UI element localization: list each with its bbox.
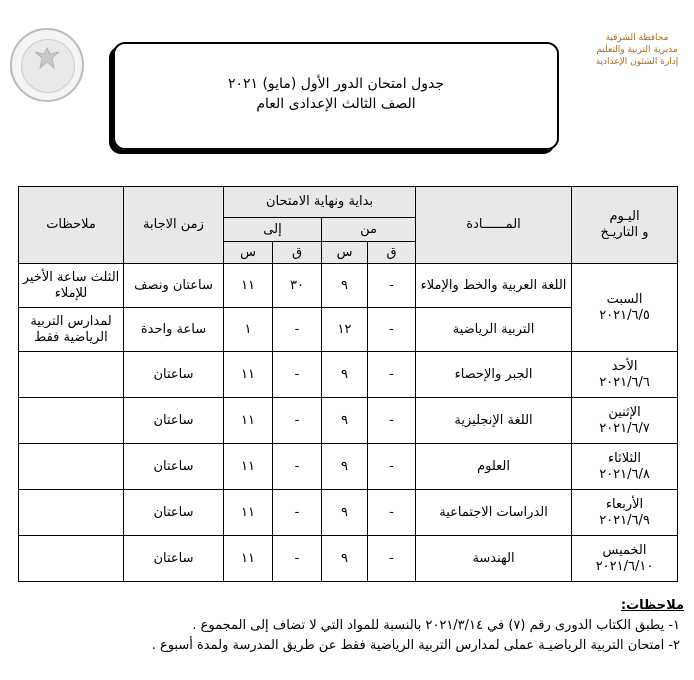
header-start-end: بداية ونهاية الامتحان bbox=[224, 187, 416, 218]
to-minute-cell: - bbox=[273, 490, 322, 536]
header-duration: زمن الاجابة bbox=[124, 187, 224, 264]
notes-cell bbox=[19, 490, 124, 536]
notes-cell bbox=[19, 536, 124, 582]
directorate-logo bbox=[583, 32, 691, 106]
day-cell: الأحد ٢٠٢١/٦/٦ bbox=[572, 352, 678, 398]
header-from: من bbox=[322, 218, 416, 242]
from-hour-cell: ٩ bbox=[322, 536, 368, 582]
duration-cell: ساعتان bbox=[124, 490, 224, 536]
logo-line-3: إدارة الشئون الإعدادية bbox=[595, 57, 679, 67]
header-notes: ملاحظات bbox=[19, 187, 124, 264]
header-day-date: اليـوم و التاريـخ bbox=[572, 187, 678, 264]
eagle-icon bbox=[32, 44, 62, 74]
header-subject: المــــــادة bbox=[416, 187, 572, 264]
subject-cell: اللغة العربية والخط والإملاء bbox=[416, 264, 572, 308]
to-minute-cell: - bbox=[273, 352, 322, 398]
notes-heading: ملاحظات: bbox=[620, 598, 684, 613]
to-hour-cell: ١١ bbox=[224, 536, 273, 582]
title-box bbox=[113, 42, 559, 150]
from-hour-cell: ٩ bbox=[322, 444, 368, 490]
table-row bbox=[19, 536, 678, 582]
exam-schedule-table bbox=[18, 186, 678, 582]
from-minute-cell: - bbox=[368, 264, 416, 308]
day-cell: الخميس ٢٠٢١/٦/١٠ bbox=[572, 536, 678, 582]
day-cell: السبت ٢٠٢١/٦/٥ bbox=[572, 264, 678, 352]
note-item-2: ٢- امتحان التربية الرياضيـة عملى لمدارس التربية الرياضية فقط عن طريق المدرسة ولمدة أسبوع . bbox=[151, 638, 680, 653]
notes-cell: الثلث ساعة الأخير للإملاء bbox=[19, 264, 124, 308]
to-minute-cell: - bbox=[273, 398, 322, 444]
table-row bbox=[19, 444, 678, 490]
to-minute-cell: ٣٠ bbox=[273, 264, 322, 308]
duration-cell: ساعتان bbox=[124, 398, 224, 444]
from-minute-cell: - bbox=[368, 490, 416, 536]
to-hour-cell: ١١ bbox=[224, 490, 273, 536]
government-seal bbox=[10, 28, 84, 102]
to-hour-cell: ١ bbox=[224, 308, 273, 352]
to-hour-cell: ١١ bbox=[224, 264, 273, 308]
from-hour-cell: ٩ bbox=[322, 490, 368, 536]
duration-cell: ساعتان bbox=[124, 536, 224, 582]
notes-cell bbox=[19, 444, 124, 490]
duration-cell: ساعتان bbox=[124, 444, 224, 490]
duration-cell: ساعتان bbox=[124, 352, 224, 398]
from-minute-cell: - bbox=[368, 444, 416, 490]
from-minute-cell: - bbox=[368, 536, 416, 582]
duration-cell: ساعة واحدة bbox=[124, 308, 224, 352]
note-item-1: ١- يطبق الكتاب الدورى رقم (٧) في ٢٠٢١/٣/١٤ بالنسبة للمواد التي لا تضاف إلى المجموع . bbox=[192, 618, 680, 633]
from-hour-cell: ١٢ bbox=[322, 308, 368, 352]
header-to: إلى bbox=[224, 218, 322, 242]
to-hour-cell: ١١ bbox=[224, 444, 273, 490]
logo-line-1: محافظة الشرقية bbox=[605, 33, 669, 43]
subject-cell: اللغة الإنجليزية bbox=[416, 398, 572, 444]
day-cell: الإثنين ٢٠٢١/٦/٧ bbox=[572, 398, 678, 444]
subject-cell: التربية الرياضية bbox=[416, 308, 572, 352]
table-row bbox=[19, 398, 678, 444]
header-from-minute: ق bbox=[368, 242, 416, 264]
day-cell: الأربعاء ٢٠٢١/٦/٩ bbox=[572, 490, 678, 536]
from-minute-cell: - bbox=[368, 352, 416, 398]
to-minute-cell: - bbox=[273, 536, 322, 582]
subject-cell: الدراسات الاجتماعية bbox=[416, 490, 572, 536]
subject-cell: الجبر والإحصاء bbox=[416, 352, 572, 398]
notes-section bbox=[20, 596, 684, 656]
to-minute-cell: - bbox=[273, 444, 322, 490]
table-row bbox=[19, 352, 678, 398]
table-row bbox=[19, 264, 678, 308]
from-hour-cell: ٩ bbox=[322, 398, 368, 444]
notes-cell bbox=[19, 398, 124, 444]
to-hour-cell: ١١ bbox=[224, 398, 273, 444]
grade-title: الصف الثالث الإعدادى العام bbox=[256, 96, 416, 112]
table-row bbox=[19, 490, 678, 536]
to-minute-cell: - bbox=[273, 308, 322, 352]
from-hour-cell: ٩ bbox=[322, 352, 368, 398]
header-to-minute: ق bbox=[273, 242, 322, 264]
day-cell: الثلاثاء ٢٠٢١/٦/٨ bbox=[572, 444, 678, 490]
header-to-hour: س bbox=[224, 242, 273, 264]
subject-cell: العلوم bbox=[416, 444, 572, 490]
from-minute-cell: - bbox=[368, 308, 416, 352]
from-minute-cell: - bbox=[368, 398, 416, 444]
logo-line-2: مديرية التربية والتعليم bbox=[596, 45, 678, 55]
exam-title: جدول امتحان الدور الأول (مايو) ٢٠٢١ bbox=[227, 76, 445, 92]
notes-cell bbox=[19, 352, 124, 398]
duration-cell: ساعتان ونصف bbox=[124, 264, 224, 308]
subject-cell: الهندسة bbox=[416, 536, 572, 582]
header-from-hour: س bbox=[322, 242, 368, 264]
from-hour-cell: ٩ bbox=[322, 264, 368, 308]
to-hour-cell: ١١ bbox=[224, 352, 273, 398]
notes-cell: لمدارس التربية الرياضية فقط bbox=[19, 308, 124, 352]
